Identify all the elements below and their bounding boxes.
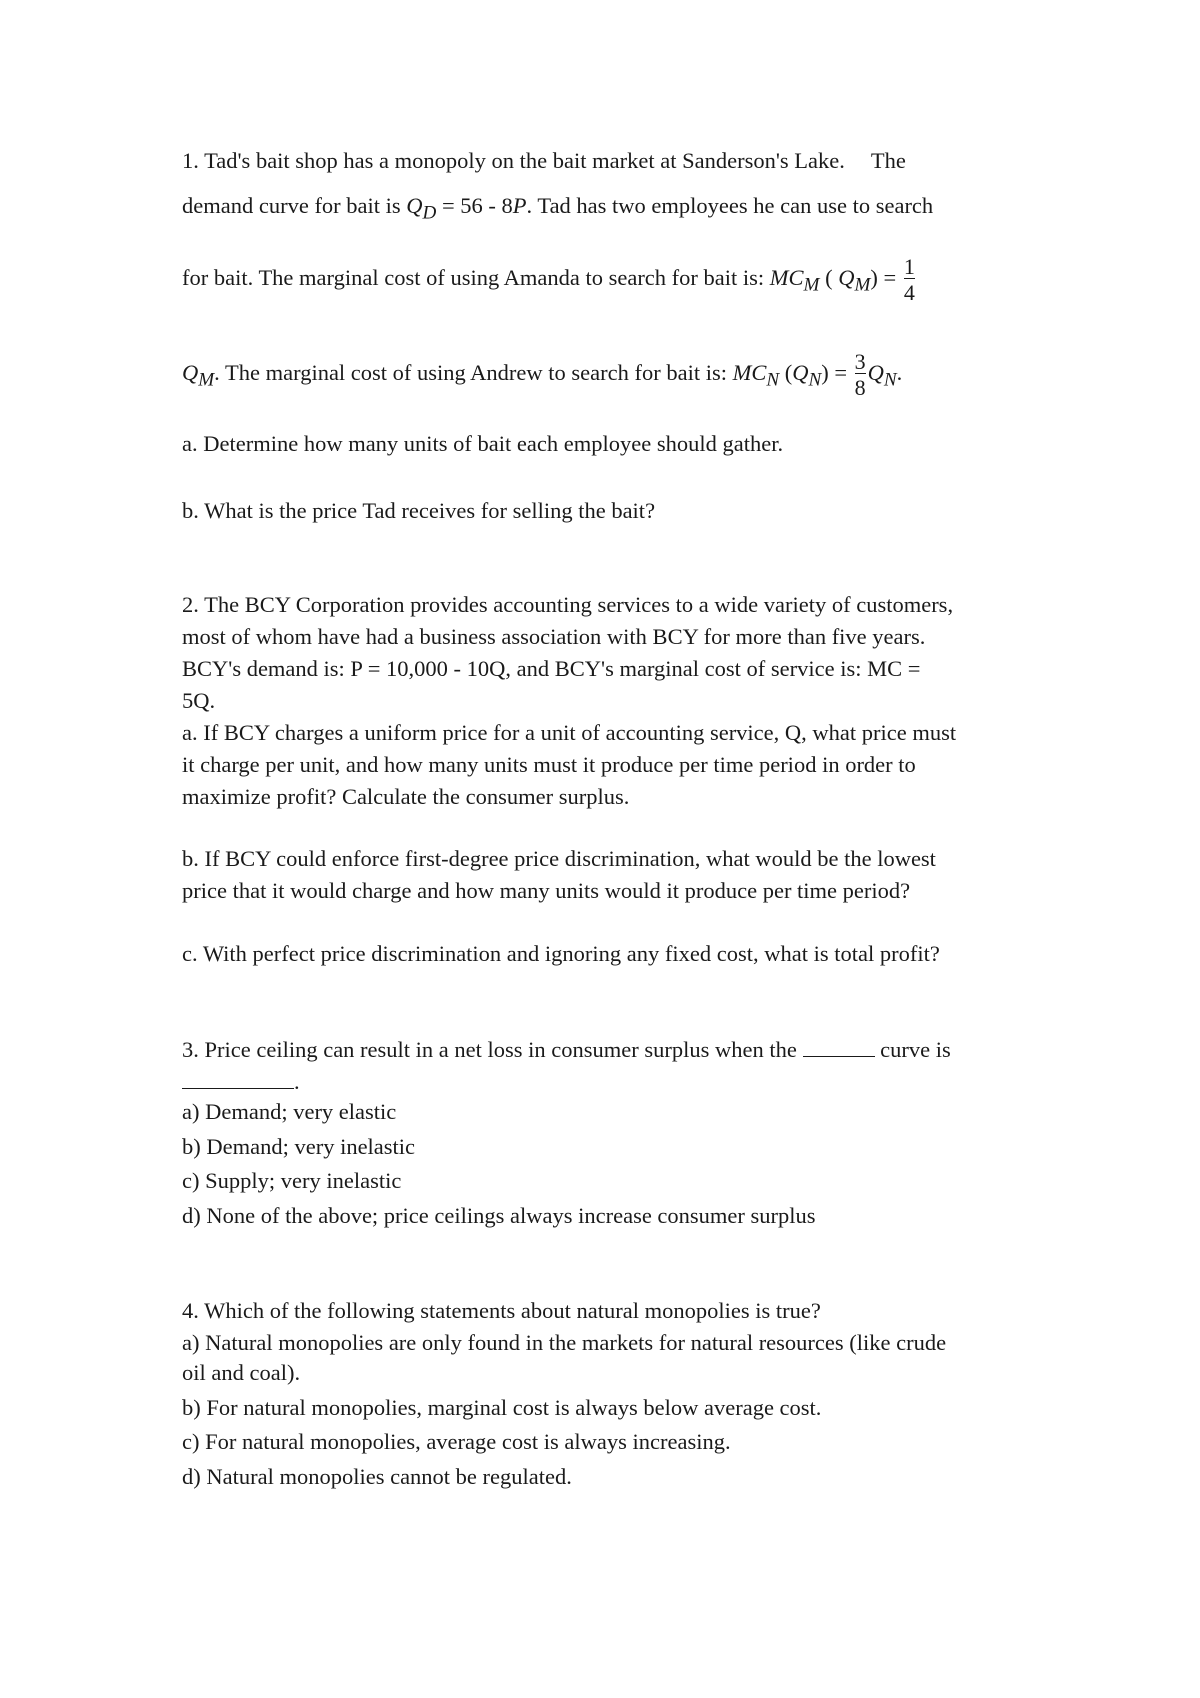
q3-text-pre: 3. Price ceiling can result in a net loss in consumer surplus when the — [182, 1037, 803, 1062]
q3-line-2-end: . — [294, 1069, 300, 1094]
q1-text-3-pre: for bait. The marginal cost of using Amanda to search for bait is: — [182, 264, 770, 290]
mcm-close-paren: ) = — [870, 264, 897, 290]
fraction-numerator: 1 — [903, 254, 915, 279]
q2-part-c: c. With perfect price discrimination and ignoring any fixed cost, what is total profit? — [182, 941, 940, 966]
mcn-variable: MC — [732, 359, 767, 385]
mcm-variable: MC — [769, 264, 804, 290]
q3-blank-2 — [182, 1070, 294, 1089]
q1-line-4-end: . — [896, 359, 903, 385]
q1-part-b: b. What is the price Tad receives for selling the bait? — [182, 498, 656, 523]
q3-text-post: curve is — [874, 1037, 951, 1062]
q2-part-b-line-2: price that it would charge and how many units would it produce per time period? — [182, 878, 911, 903]
q2-line-4: 5Q. — [182, 688, 216, 713]
q4-option-a-line-1: a) Natural monopolies are only found in the markets for natural resources (like crude — [182, 1330, 947, 1355]
fraction-numerator-2: 3 — [854, 349, 866, 374]
p-variable: P — [512, 193, 527, 218]
qn-subscript: N — [808, 369, 822, 391]
mcn-open-paren: ( — [779, 359, 793, 385]
q1-line-1 — [182, 150, 906, 173]
fraction-denominator: 4 — [903, 280, 915, 306]
fraction-one-quarter — [904, 255, 915, 304]
q4-option-a-line-2: oil and coal). — [182, 1360, 301, 1385]
mcn-close-paren: ) = — [821, 359, 848, 385]
q3-option-a: a) Demand; very elastic — [182, 1099, 397, 1124]
q4-option-b: b) For natural monopolies, marginal cost is always below average cost. — [182, 1395, 822, 1420]
q2-line-2: most of whom have had a business association with BCY for more than five years. — [182, 624, 926, 649]
fraction-denominator-2: 8 — [854, 375, 866, 401]
q2-line-3: BCY's demand is: P = 10,000 - 10Q, and BCY's marginal cost of service is: MC = — [182, 656, 921, 681]
qm-variable: Q — [838, 264, 855, 290]
q3-line-1 — [182, 1038, 951, 1062]
q1-text-1a: 1. Tad's bait shop has a monopoly on the bait market at Sanderson's Lake. — [182, 148, 845, 173]
q2-line-1: 2. The BCY Corporation provides accounting services to a wide variety of customers, — [182, 592, 954, 617]
q1-text-4: . The marginal cost of using Andrew to search for bait is: — [214, 359, 733, 385]
fraction-three-eighths — [855, 350, 866, 399]
q4-option-c: c) For natural monopolies, average cost is always increasing. — [182, 1429, 731, 1454]
mcn-subscript: N — [766, 369, 780, 391]
qm-variable-2: Q — [182, 359, 199, 385]
q3-option-d: d) None of the above; price ceilings always increase consumer surplus — [182, 1203, 816, 1228]
q1-line-4 — [182, 350, 902, 399]
q4-line-1: 4. Which of the following statements about natural monopolies is true? — [182, 1298, 821, 1323]
q3-blank-1 — [803, 1038, 875, 1057]
q1-part-a: a. Determine how many units of bait each employee should gather. — [182, 431, 784, 456]
qd-equation-rhs: = 56 - 8 — [436, 193, 513, 218]
q1-text-2-pre: demand curve for bait is — [182, 193, 407, 218]
qn-variable: Q — [792, 359, 809, 385]
qm-subscript: M — [854, 274, 871, 296]
q3-line-2 — [182, 1070, 300, 1094]
q3-option-c: c) Supply; very inelastic — [182, 1168, 402, 1193]
qd-variable: Q — [406, 193, 423, 218]
mcm-open-paren: ( — [819, 264, 839, 290]
qd-subscript: D — [422, 202, 437, 224]
qn-subscript-2: N — [883, 369, 897, 391]
q4-option-d: d) Natural monopolies cannot be regulated. — [182, 1464, 572, 1489]
q2-part-a-line-3: maximize profit? Calculate the consumer surplus. — [182, 784, 630, 809]
q1-text-2-post: . Tad has two employees he can use to search — [526, 193, 934, 218]
q3-option-b: b) Demand; very inelastic — [182, 1134, 416, 1159]
mcm-subscript: M — [803, 274, 820, 296]
q2-part-b-line-1: b. If BCY could enforce first-degree price discrimination, what would be the lowest — [182, 846, 936, 871]
qm-subscript-2: M — [198, 369, 215, 391]
q1-text-1b: The — [870, 148, 906, 173]
qn-variable-2: Q — [867, 359, 884, 385]
q1-line-2 — [182, 193, 934, 224]
q2-part-a-line-1: a. If BCY charges a uniform price for a unit of accounting service, Q, what price must — [182, 720, 957, 745]
q2-part-a-line-2: it charge per unit, and how many units must it produce per time period in order to — [182, 752, 916, 777]
q1-line-3 — [182, 255, 917, 304]
